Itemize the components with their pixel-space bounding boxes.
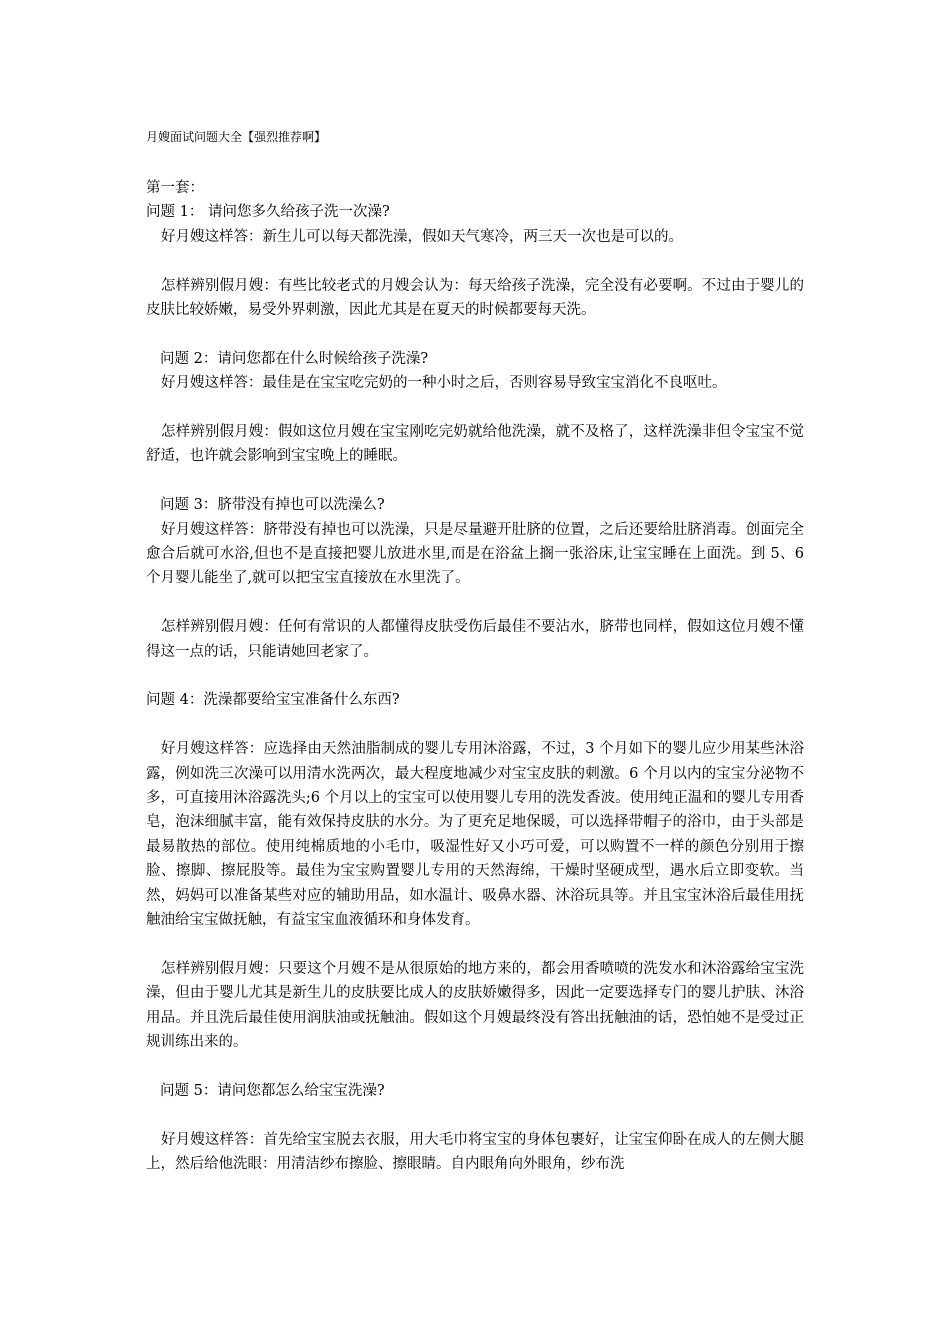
paragraph-gap (146, 396, 804, 420)
tip-3: 怎样辨别假月嫂：任何有常识的人都懂得皮肤受伤后最佳不要沾水，脐带也同样，假如这位月嫂不懂得这一点的话，只能请她回老家了。 (146, 619, 804, 660)
answer-5: 好月嫂这样答：首先给宝宝脱去衣服，用大毛巾将宝宝的身体包裹好，让宝宝仰卧在成人的左侧大腿上，然后给他洗眼：用清洁纱布擦脸、擦眼睛。自内眼角向外眼角，纱布洗 (146, 1131, 804, 1173)
document-title: 月嫂面试问题大全【强烈推荐啊】 (146, 130, 327, 144)
paragraph-gap (146, 1103, 804, 1127)
tip-1: 怎样辨别假月嫂：有些比较老式的月嫂会认为：每天给孩子洗澡，完全没有必要啊。不过由于婴儿的皮肤比较娇嫩，易受外界刺激，因此尤其是在夏天的时候都要每天洗。 (146, 277, 804, 319)
paragraph-gap (146, 664, 804, 688)
paragraph-gap (146, 932, 804, 956)
answer-4: 好月嫂这样答：应选择由天然油脂制成的婴儿专用沐浴露，不过，3 个月如下的婴儿应少用某些沐浴露，例如洗三次澡可以用清水洗两次，最大程度地减少对宝宝皮肤的刺激。6 个月以内的宝宝分泌物不多，可直接用沐浴露洗头;6 个月以上的宝宝可以使用婴儿专用的洗发香波。使用纯正温和的婴儿专用香皂，泡沫细腻丰富，能有效保持皮肤的水分。为了更充足地保暖，可以选择带帽子的浴巾，由于头部是最易散热的部位。使用纯棉质地的小毛巾，吸湿性好又小巧可爱，可以购置不一样的颜色分别用于擦脸、擦脚、擦屁股等。最佳为宝宝购置婴儿专用的天然海绵，干燥时坚硬成型，遇水后立即变软。当然，妈妈可以准备某些对应的辅助用品，如水温计、吸鼻水器、沐浴玩具等。并且宝宝沐浴后最佳用抚触油给宝宝做抚触，有益宝宝血液循环和身体发育。 (146, 741, 804, 929)
tip-2: 怎样辨别假月嫂：假如这位月嫂在宝宝刚吃完奶就给他洗澡，就不及格了，这样洗澡非但令宝宝不觉舒适，也许就会影响到宝宝晚上的睡眠。 (146, 424, 804, 465)
paragraph-gap (146, 322, 804, 346)
question-2: 问题 2：请问您都在什么时候给孩子洗澡? (160, 350, 429, 367)
question-3: 问题 3：脐带没有掉也可以洗澡么? (160, 497, 385, 514)
paragraph-gap (146, 249, 804, 273)
question-4: 问题 4：洗澡都要给宝宝准备什么东西? (146, 692, 400, 709)
answer-2: 好月嫂这样答：最佳是在宝宝吃完奶的一种小时之后，否则容易导致宝宝消化不良呕吐。 (161, 375, 727, 392)
question-1: 问题 1： 请问您多久给孩子洗一次澡? (146, 204, 390, 221)
tip-4: 怎样辨别假月嫂：只要这个月嫂不是从很原始的地方来的，都会用香喷喷的洗发水和沐浴露给宝宝洗澡，但由于婴儿尤其是新生儿的皮肤要比成人的皮肤娇嫩得多，因此一定要选择专门的婴儿护肤、沐浴用品。并且洗后最佳使用润肤油或抚触油。假如这个月嫂最终没有答出抚触油的话，恐怕她不是受过正规训练出来的。 (146, 960, 804, 1051)
document-body (146, 176, 804, 1177)
paragraph-gap (146, 591, 804, 615)
answer-1: 好月嫂这样答：新生儿可以每天都洗澡，假如天气寒冷，两三天一次也是可以的。 (161, 228, 683, 245)
paragraph-gap (146, 713, 804, 737)
set-label: 第一套： (146, 180, 204, 196)
answer-3: 好月嫂这样答：脐带没有掉也可以洗澡，只是尽量避开肚脐的位置，之后还要给肚脐消毒。创面完全愈合后就可水浴,但也不是直接把婴儿放进水里,而是在浴盆上搁一张浴床,让宝宝睡在上面洗。到 5、6 个月婴儿能坐了,就可以把宝宝直接放在水里洗了。 (146, 521, 804, 587)
paragraph-gap (146, 1055, 804, 1079)
paragraph-gap (146, 469, 804, 493)
question-5: 问题 5：请问您都怎么给宝宝洗澡? (160, 1082, 385, 1099)
